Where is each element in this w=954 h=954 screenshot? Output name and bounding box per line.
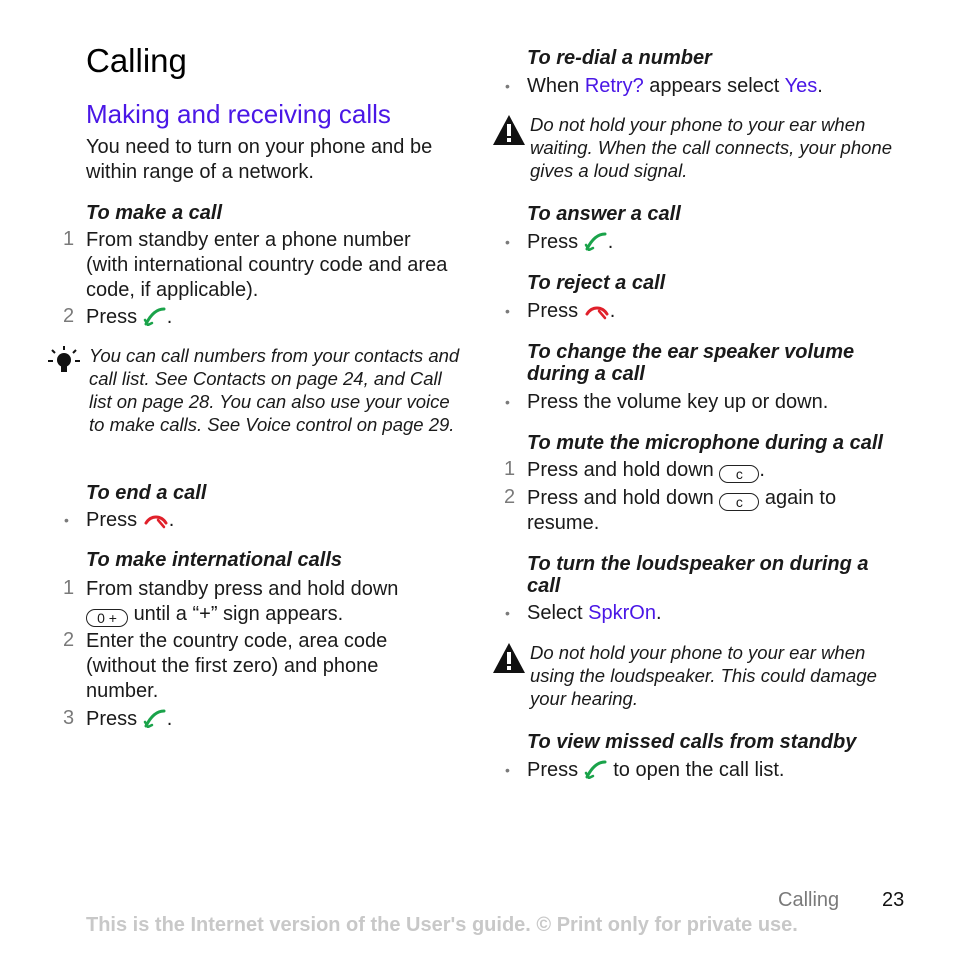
tip-text: You can call numbers from your contacts and call list. See Contacts on page 24, and Call list on page 28. You can also use your voice to make calls. See Voice control on page 29. [89, 345, 460, 435]
call-key-icon [143, 708, 167, 735]
bullet-icon: • [505, 234, 510, 250]
loudspeaker-bullet: Select SpkrOn. [527, 602, 662, 624]
warning-text: Do not hold your phone to your ear when waiting. When the call connects, your phone gives a loud signal. [530, 114, 892, 181]
make-call-heading: To make a call [86, 202, 222, 224]
answer-bullet: Press . [527, 230, 613, 258]
loudspeaker-heading: To turn the loudspeaker on during a call [527, 553, 869, 597]
step-number: 2 [63, 629, 75, 651]
redial-bullet: When Retry? appears select Yes. [527, 75, 823, 97]
bullet-icon: • [505, 303, 510, 319]
intl-step2: Enter the country code, area code (without the first zero) and phone number. [86, 630, 388, 702]
footer-section: Calling [778, 889, 840, 911]
reject-heading: To reject a call [527, 272, 666, 294]
bullet-icon: • [64, 512, 69, 528]
intl-step1: From standby press and hold down 0 + until a “+” sign appears. [86, 578, 399, 626]
redial-heading: To re-dial a number [527, 47, 712, 69]
warning-icon [491, 113, 527, 152]
warning-icon [491, 641, 527, 680]
page-title: Calling [86, 42, 187, 79]
step-text: Press [86, 306, 138, 328]
clear-key-icon: c [719, 465, 759, 483]
reject-bullet: Press . [527, 299, 615, 327]
volume-heading: To change the ear speaker volume during a call [527, 341, 855, 385]
intl-heading: To make international calls [86, 549, 343, 571]
mute-step1: Press and hold down c . [527, 459, 765, 482]
intro-text: You need to turn on your phone and be within range of a network. [86, 136, 433, 183]
mute-heading: To mute the microphone during a call [527, 432, 883, 454]
answer-heading: To answer a call [527, 203, 681, 225]
step-number: 1 [63, 228, 75, 250]
intl-step3: Press . [86, 707, 172, 735]
volume-bullet: Press the volume key up or down. [527, 391, 829, 413]
end-key-icon [143, 511, 169, 536]
tip-icon [47, 344, 81, 383]
mute-step2: Press and hold down c again to resume. [527, 487, 837, 534]
yes-option: Yes [784, 75, 818, 97]
clear-key-icon: c [719, 493, 759, 511]
make-call-step2: Press . [86, 305, 172, 333]
bullet-icon: • [505, 394, 510, 410]
missed-bullet: Press to open the call list. [527, 758, 784, 786]
make-call-step1: From standby enter a phone number (with international country code and area code, if applicable). [86, 229, 448, 301]
step-number: 1 [63, 577, 75, 599]
spkron-option: SpkrOn [588, 602, 656, 624]
end-key-icon [584, 302, 610, 327]
bullet-icon: • [505, 762, 510, 778]
step-number: 2 [504, 486, 516, 508]
retry-option: Retry? [584, 75, 644, 97]
bullet-icon: • [505, 78, 510, 94]
step-number: 2 [63, 305, 75, 327]
bullet-icon: • [505, 605, 510, 621]
section-title: Making and receiving calls [86, 99, 391, 129]
end-call-bullet: Press . [86, 508, 174, 536]
footer-disclaimer: This is the Internet version of the User's guide. © Print only for private use. [86, 914, 798, 936]
step-number: 1 [504, 458, 516, 480]
warning-text: Do not hold your phone to your ear when using the loudspeaker. This could damage your hearing. [530, 642, 877, 709]
missed-heading: To view missed calls from standby [527, 731, 857, 753]
page-number: 23 [882, 889, 905, 911]
call-key-icon [143, 306, 167, 333]
call-key-icon [584, 231, 608, 258]
step-number: 3 [63, 707, 75, 729]
end-call-heading: To end a call [86, 482, 207, 504]
call-key-icon [584, 759, 608, 786]
zero-plus-key-icon: 0 + [86, 609, 128, 627]
